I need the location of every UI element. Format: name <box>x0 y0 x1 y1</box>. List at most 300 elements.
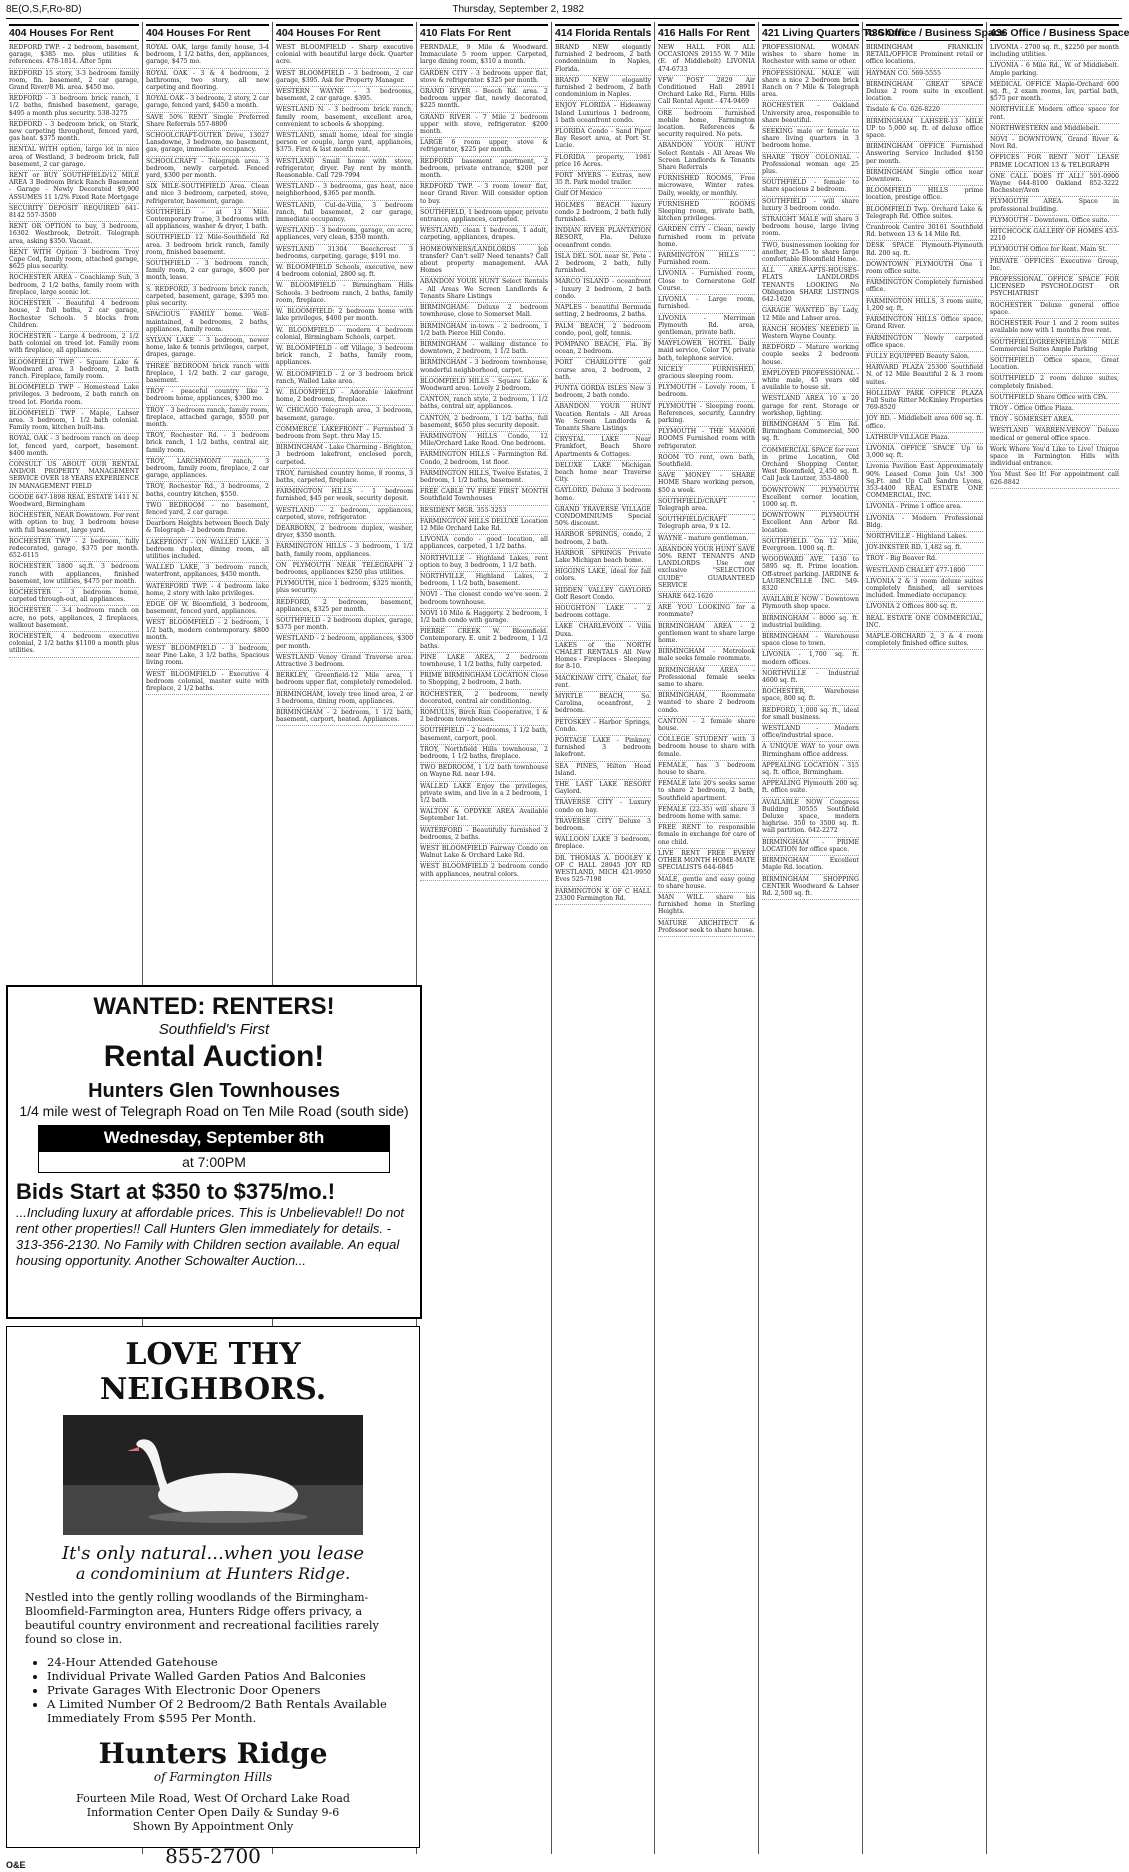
classified-ad: VFW POST 2829 Air Conditioned Hall 28911 Orchard Lake Rd., Farm. Hills Call Rental Agent - 474-9469 <box>658 76 755 109</box>
classified-ad: FARMINGTON HILLS - Furnished room. <box>658 251 755 269</box>
classified-ad: LIVONIA - Furnished room, Close to Cornerstone Golf Course. <box>658 269 755 295</box>
column-3-ads <box>276 43 413 726</box>
classified-ad: SOUTHFIELD, 1 bedroom upper, private entrance, appliances, carpeted. <box>420 208 548 226</box>
classified-ad: AVAILABLE NOW Congress Building 30555 Southfield Deluxe space, modern highrise. 350 to 3500 sq. ft. wall partition. 642-2272 <box>762 798 859 838</box>
classified-ad: BIRMINGHAM Excellent Maple Rd. location. <box>762 856 859 874</box>
classified-ad: DR. THOMAS A. DOOLEY K OF C HALL 28945 JOY RD WESTLAND, MICH 421-9950 Eves 525-7198 <box>555 854 651 887</box>
classified-ad: WEST BLOOMFIELD - 2 bedroom, 1 1/2 bath, modern contemporary. $800 month. <box>146 618 269 644</box>
classified-ad: PROFESSIONAL MALE will share a nice 2 bedroom brick Ranch on 7 Mile & Telegraph area. <box>762 69 859 102</box>
classified-ad: MAPLE-ORCHARD 2, 3 & 4 room completely finished office suites. <box>866 632 983 650</box>
classified-ad: APPEALING Plymouth 200 sq. ft. office suite. <box>762 779 859 797</box>
address-line: Shown By Appointment Only <box>132 1820 294 1833</box>
classified-ad: FARMINGTON Completely furnished office. <box>866 278 983 296</box>
column-9 <box>987 22 1129 1854</box>
classified-ad: BIRMINGHAM - Warehouse space close to town. <box>762 632 859 650</box>
classified-ad: PALM BEACH, 2 bedroom condo, pool, golf, tennis. <box>555 322 651 340</box>
classified-ad: REDFORD - 3 bedroom brick ranch, 1 1/2 baths, finished basement, garage, $495 a month plus security. 538-3275 <box>9 94 139 120</box>
classified-ad: FARMINGTON K OF C HALL 23300 Farmington Rd. <box>555 887 651 905</box>
section-header: 404 Houses For Rent <box>9 24 139 41</box>
classified-ad: FEMALE (22-35) will share 3 bedroom home with same. <box>658 805 755 823</box>
section-header: 414 Florida Rentals <box>555 24 651 41</box>
classified-ad: REDFORD 15 story, 3-3 bedroom family room, fin. basement, 2 car garage, Grand River/8 Mi. area. $450 mo. <box>9 69 139 95</box>
classified-ad: REDFORD basement apartment, 2 bedroom, private entrance, $200 per month. <box>420 157 548 183</box>
column-5-ads <box>555 43 651 905</box>
classified-ad: SOUTHFIELD/GREENFIELD/8 MILE Commercial Suites Ample Parking <box>990 338 1119 356</box>
classified-ad: TWO BEDROOM, 1 1/2 bath townhouse on Wayne Rd. near I-94. <box>420 763 548 781</box>
section-header: 421 Living Quarters To Share <box>762 24 859 41</box>
classified-ad: ROCHESTER, 2 bedroom, newly decorated, central air conditioning. <box>420 690 548 708</box>
classified-ad: ROCHESTER Four 1 and 2 room suites available now with 1 months free rent. <box>990 319 1119 337</box>
classified-ad: REDFORD TWP. - 2 bedroom, basement, garage, $385 mo. plus utilities & references. 478-1814. After 5pm <box>9 43 139 69</box>
classified-ad: HOLLIDAY PARK OFFICE PLAZA Full Suite Ritter McKinley Properties 769-8520 <box>866 389 983 415</box>
classified-ad: ONE CALL DOES IT ALL! 591-0900 Wayne 644-8100 Oakland 852-3222 Rochester/Avon <box>990 172 1119 198</box>
auction-time: at 7:00PM <box>38 1151 390 1173</box>
auction-title: Rental Auction! <box>103 1040 325 1073</box>
classified-ad: W. BLOOMFIELD - Adorable lakefront home, 2 bedrooms, fireplace. <box>276 388 413 406</box>
classified-ad: MEDICAL OFFICE Maple-Orchard 600 sq. ft., 2 exam rooms, lav, partial bath, $575 per month. <box>990 80 1119 106</box>
classified-ad: BIRMINGHAM - Lake Charming - Brighton, 3 bedroom lakefront, enclosed porch, carpeted. <box>276 443 413 469</box>
classified-ad: FARMINGTON HILLS Office space, Grand River. <box>866 315 983 333</box>
classified-ad: ROCHESTER Deluxe general office space. <box>990 301 1119 319</box>
classified-ad: LIVONIA - 6 Mile Rd., W. of Middlebelt. Ample parking. <box>990 61 1119 79</box>
classified-ad: NICELY FURNISHED, gracious sleeping room. <box>658 365 755 383</box>
classified-ad: ABANDON YOUR HUNT Vacation Rentals - All Areas We Screen Landlords & Tenants Share Listings <box>555 402 651 435</box>
address-line: Information Center Open Daily & Sunday 9-6 <box>86 1806 340 1819</box>
classified-ad: FERNDALE, 9 Mile & Woodward. Immaculate 5 room upper. Carpeted, large dining room, $310 a month. <box>420 43 548 69</box>
classified-ad: SOUTHFIELD/CRAFT - Telegraph area, 9 x 12. <box>658 515 755 533</box>
classified-ad: WAYNE - mature gentleman. <box>658 534 755 545</box>
classified-ad: BLOOMFIELD Twp. Orchard Lake & Telegraph Rd. Office suites. <box>866 205 983 223</box>
classified-ad: REDFORD - Mature working couple seeks 2 bedroom house. <box>762 343 859 369</box>
classified-ad: SOUTHFIELD - 3 bedroom ranch, family room, 2 car garage, $600 per month, lease. <box>146 259 269 285</box>
classified-ad: ROCHESTER 1800 sq.ft. 3 bedroom ranch with appliances, finished basement, low utilities, $475 per month. <box>9 562 139 588</box>
swan-illustration-icon <box>63 1415 363 1535</box>
classified-ad: PORTAGE LAKE - Pinkney, furnished 3 bedroom lakefront. <box>555 736 651 762</box>
classified-ad: LAKES of the NORTH CHALET RENTALS All New Homes - Fireplaces - Sleeping for 8-10. <box>555 641 651 674</box>
classified-ad: SIX MILE-SOUTHFIELD Area. Clean and nice 3 bedroom, carpeted, stove, refrigerator, basement, garage. <box>146 182 269 208</box>
classified-ad: WESTERN WAYNE - 3 bedrooms, basement, 2 car garage. $395. <box>276 87 413 105</box>
classified-ad: BIRMINGHAM AREA - Professional female seeks same to share. <box>658 666 755 692</box>
classified-ad: MAYFLOWER HOTEL Daily maid service, Color TV, private bath, telephone service. <box>658 339 755 365</box>
auction-bids: Bids Start at $350 to $375/mo.! <box>16 1179 336 1204</box>
classified-ad: HARVARD PLAZA 25300 Southfield N. of 12 Mile Beautiful 2 & 3 room suites. <box>866 363 983 389</box>
classified-ad: FARMINGTON HILLS, Twelve Estates, 2 bedroom, 1 1/2 baths, basement. <box>420 469 548 487</box>
classified-ad: MALE, gentle and easy going to share house. <box>658 875 755 893</box>
classified-ad: BIRMINGHAM - PRIME LOCATION for office space. <box>762 838 859 856</box>
classified-ad: SYLVAN LAKE - 3 bedroom, newer home, lake & tennis privileges, carpet, drapes, garage. <box>146 336 269 362</box>
classified-ad: HOMEOWNERS/LANDLORDS Job transfer? Can't sell? Need tenants? Call about property management. AAA Homes <box>420 245 548 278</box>
classified-ad: LIVONIA - Large room, furnished. <box>658 295 755 313</box>
classified-ad: Cranbrook Centre 30161 Southfield Rd. between 13 & 14 Mile Rd. <box>866 223 983 241</box>
classified-ad: SOUTHFIELD - female to share spacious 2 bedroom. <box>762 178 859 196</box>
feature-item: • 24-Hour Attended Gatehouse <box>47 1655 419 1669</box>
classified-ad: FARMINGTON HILLS - Farmington Rd. Condo, 2 bedroom, 1st floor. <box>420 450 548 468</box>
classified-ad: HARBOR SPRINGS Private Lake Michigan beach home. <box>555 549 651 567</box>
classified-ad: WEST BLOOMFIELD 2 bedroom condo with appliances, neutral colors. <box>420 862 548 880</box>
classified-ad: NOVI - DOWNTOWN, Grand River & Novi Rd. <box>990 135 1119 153</box>
feature-item: • Private Garages With Electronic Door Openers <box>47 1683 419 1697</box>
classified-ad: FLORIDA property, 1981 price 16 Acres. <box>555 153 651 171</box>
classified-ad: STRAIGHT MALE will share 3 bedroom house, large living room. <box>762 215 859 241</box>
classified-ad: JOY-INKSTER RD. 1,482 sq. ft. <box>866 543 983 554</box>
classified-ad: SOUTHFIELD Share Office with CPA. <box>990 393 1119 404</box>
classified-ad: MARCO ISLAND - oceanfront - luxury 2 bedroom, 2 bath condo. <box>555 277 651 303</box>
classified-ad: TROY, furnished country home, 8 rooms, 3 baths, carpeted, fireplace. <box>276 469 413 487</box>
classified-ad: BIRMINGHAM: Deluxe 2 bedroom townhouse, close to Somerset Mall. <box>420 303 548 321</box>
auction-location: 1/4 mile west of Telegraph Road on Ten Mile Road (south side) <box>19 1103 409 1119</box>
section-code: 8E(O,S,F,Ro-8D) <box>6 4 82 15</box>
classified-ad: CONSULT US ABOUT OUR RENTAL AND/OR PROPERTY MANAGEMENT SERVICE OVER 18 YEARS EXPERIENCE IN MANAGEMENT FIELD <box>9 460 139 493</box>
classified-ad: BERKLEY, Greenfield-12 Mile area, 1 bedroom upper flat, completely remodeled. <box>276 671 413 689</box>
classified-ad: TWO, businessmen looking for another, 25-45 to share large comfortable Bloomfield Home. <box>762 241 859 267</box>
classified-ad: DESK SPACE Plymouth-Plymouth Rd. 200 sq. ft. <box>866 241 983 259</box>
column-6 <box>655 22 759 1854</box>
classified-ad: SOUTHFIELD 12 Mile-Southfield Rd area. 3 bedroom brick ranch, family room, finished basement. <box>146 233 269 259</box>
classified-ad: EDGE OF W. Bloomfield, 3 bedroom, basement, fenced yard, appliances. <box>146 600 269 618</box>
classified-ad: SCHOOLCRAFT-OUTER Drive, 13027 Lansdowne, 3 bedroom, no basement, gas, garage, immediate occupancy. <box>146 131 269 157</box>
classified-ad: THE LAST LAKE RESORT Gaylord. <box>555 780 651 798</box>
classified-ad: WEST BLOOMFIELD - Executive 4 bedroom colonial, master suite with fireplace, 2 1/2 baths. <box>146 670 269 696</box>
classified-ad: Livonia Pavilion East Approximately 90% Leased Come Join Us! 300 Sq.Ft. and Up Call Sandra Lyons, 353-4400 REAL ESTATE ONE COMMERCIAL, INC. <box>866 462 983 502</box>
classified-ad: BIRMINGHAM - 8000 sq. ft. industrial building. <box>762 614 859 632</box>
classified-ad: BIRMINGHAM AREA - 2 gentlemen want to share large home. <box>658 622 755 648</box>
classified-ad: RENT OR OPTION to buy, 3 bedroom, 16302 Westbrook, Detroit. Telegraph area, asking $350. Vacant. <box>9 222 139 248</box>
classified-ad: RENT WITH Option 3 bedroom Troy Cape Cod, family room, attached garage, $625 plus security. <box>9 248 139 274</box>
feature-item: • Individual Private Walled Garden Patios And Balconies <box>47 1669 419 1683</box>
classified-ad: NEW HALL FOR ALL OCCASIONS 29155 W. 7 Mile (E. of Middlebelt) LIVONIA 474-6733 <box>658 43 755 76</box>
classified-ad: CRYSTAL LAKE Near Frankfort, Beach Shore Apartments & Cottages. <box>555 435 651 461</box>
classified-ad: WESTLAND WARREN-VENOY Deluxe medical or general office space. <box>990 426 1119 444</box>
ad-subhead-2: a condominium at Hunters Ridge. <box>75 1564 351 1583</box>
classified-ad: ON PLYMOUTH NEAR TELEGRAPH 2 bedrooms, appliances $250 plus utilities. <box>276 561 413 579</box>
classified-ad: TROY - 3 bedroom ranch, family room, fireplace, attached garage, $550 per month. <box>146 406 269 432</box>
classified-ad: FORT MYERS - Extras, new 35 ft. Park model trailer. <box>555 171 651 189</box>
classified-ad: WALTON & OPDYKE AREA Available September 1st. <box>420 807 548 825</box>
classified-ad: SHARE TROY COLONIAL - Professional woman age 25 plus. <box>762 153 859 179</box>
column-4-ads <box>420 43 548 881</box>
classified-ad: FARMINGTON HILLS Condo, 12 Mile/Orchard Lake Road. One bedroom. <box>420 432 548 450</box>
auction-headline: WANTED: RENTERS! <box>93 993 335 1020</box>
classified-ad: REDFORD TWP. - 3 room lower flat, near Grand River. Will consider option to buy. <box>420 182 548 208</box>
classified-ad: BLOOMFIELD TWP. - Square Lake & Woodward area. 3 bedroom, 2 bath ranch. Fireplace, family room. <box>9 358 139 384</box>
classified-ad: SOUTHFIELD - at 13 Mile. Contemporary frame, 3 bedrooms with all appliances, washer & dryer, 1 bath. <box>146 208 269 234</box>
classified-ad: WESTLAND N. - 3 bedroom brick ranch, family room, basement, excellent area, convenient to schools & shopping. <box>276 105 413 131</box>
classified-ad: BIRMINGHAM LAHSER-13 MILE UP to 5,000 sq. ft. of deluxe office space. <box>866 117 983 143</box>
classified-ad: GRAND RIVER - Beech Rd. area. 2 bedroom upper flat, newly decorated, $225 month. <box>420 87 548 113</box>
classified-ad: TROY - SOMERSET AREA. <box>990 415 1119 426</box>
classified-ad: Dearborn Heights between Beech Daly & Telegraph - 2 bedroom frame. <box>146 519 269 537</box>
classified-ad: MACKINAW CITY, Chalet, for rent. <box>555 674 651 692</box>
classified-ad: GARDEN CITY - 3 bedroom upper flat, stove & refrigerator. $325 per month. <box>420 69 548 87</box>
column-8 <box>863 22 1006 1854</box>
section-header: 416 Halls For Rent <box>658 24 755 41</box>
column-8-ads <box>866 43 983 650</box>
classified-ad: DELUXE LAKE Michigan beach home near Traverse City. <box>555 461 651 487</box>
classified-ad: SAVE MONEY - SHARE HOME Share working person, $50 a week. <box>658 471 755 497</box>
classified-ad: COLLEGE STUDENT with 3 bedroom house to share with female. <box>658 735 755 761</box>
classified-ad: WESTLAND AREA 10 x 20 garage for rent. Storage or workshop, lighting. <box>762 394 859 420</box>
classified-ad: WEST BLOOMFIELD - 3 bedroom, near Pine Lake, 3 1/2 baths, Spacious living room. <box>146 644 269 670</box>
classified-ad: WESTLAND CHALET 477-1800 <box>866 566 983 577</box>
classified-ad: PETOSKEY - Harbor Springs, Condo. <box>555 718 651 736</box>
classified-ad: WEST BLOOMFIELD Fairway Condo on Walnut Lake & Orchard Lake Rd. <box>420 844 548 862</box>
classified-ad: ABANDON YOUR HUNT SAVE 50% RENT TENANTS AND LANDLORDS Use our exclusive "SELECTION GUIDE" GUARANTEED SERVICE <box>658 545 755 592</box>
classified-ad: ROCHESTER, 4 bedroom executive colonial, 2 1/2 baths $1100 a month plus utilities. <box>9 632 139 658</box>
classified-ad: OFFICES FOR RENT NOT LEASE PRIME LOCATION 13 & TELEGRAPH <box>990 153 1119 171</box>
classified-ad: REDFORD, 1,000 sq. ft., ideal for small business. <box>762 706 859 724</box>
section-header: 410 Flats For Rent <box>420 24 548 41</box>
classified-ad: FARMINGTON HILLS DELUXE Location 12 Mile Orchard Lake Rd. <box>420 517 548 535</box>
classified-ad: TRAVERSE CITY - Luxury condo on bay. <box>555 798 651 816</box>
classified-ad: SOUTHFIELD. On 12 Mile, Evergreen. 1000 sq. ft. <box>762 537 859 555</box>
classified-ad: LAKE CHARLEVOIX - Villa Duxa. <box>555 622 651 640</box>
classified-ad: HOUGHTON LAKE - 2 bedroom cottage. <box>555 604 651 622</box>
classified-ad: LIVE RENT FREE EVERY OTHER MONTH HOME-MATE SPECIALISTS 644-6845 <box>658 849 755 875</box>
classified-ad: INDIAN RIVER PLANTATION RESORT, Fla. Deluxe oceanfront condo. <box>555 226 651 252</box>
classified-ad: BIRMINGHAM Single office near Downtown. <box>866 168 983 186</box>
classified-ad: HIDDEN VALLEY GAYLORD Golf Resort Condo. <box>555 586 651 604</box>
classified-ad: PROFESSIONAL OFFICE SPACE FOR LICENSED PSYCHOLOGIST OR PSYCHIATRIST <box>990 275 1119 301</box>
classified-ad: HARBOR SPRINGS, condo, 2 bedroom, 2 bath. <box>555 530 651 548</box>
classified-ad: NORTHVILLE - Highland Lakes, rent option to buy, 3 bedroom, 1 1/2 bath. <box>420 554 548 572</box>
classified-ad: PLYMOUTH - Downtown. Office suite. <box>990 216 1119 227</box>
classified-ad: SOUTHFIELD 2 room deluxe suites, completely finished. <box>990 374 1119 392</box>
classified-ad: GAYLORD, Deluxe 3 bedroom home. <box>555 486 651 504</box>
classified-ad: LIVONIA - Modern Professional Bldg. <box>866 514 983 532</box>
classified-ad: GOODE 647-1898 REAL ESTATE 1411 N. Woodward, Birmingham <box>9 493 139 511</box>
ad-address <box>7 1792 419 1834</box>
classified-ad: WEST BLOOMFIELD - Sharp executive colonial with beautiful large deck. Quarter acre. <box>276 43 413 69</box>
classified-ad: BIRMINGHAM FRANKLIN RETAIL/OFFICE Prominent retail or office locations. <box>866 43 983 69</box>
classified-ad: MATURE ARCHITECT & Professor seek to share house. <box>658 919 755 937</box>
classified-ad: FEMALE, has 3 bedroom house to share. <box>658 761 755 779</box>
classified-ad: ROCHESTER - Oakland University area, responsible to share beautiful. <box>762 101 859 127</box>
column-7-ads <box>762 43 859 900</box>
classified-ad: LIVONIA - Merriman Plymouth Rd. area, gentleman, private bath. <box>658 314 755 340</box>
classified-ad: PLYMOUTH - Lovely room, 1 bedroom. <box>658 383 755 401</box>
classified-ad: SPACIOUS FAMILY home. Well-maintained, 4 bedrooms, 2 baths, appliances, family room. <box>146 310 269 336</box>
classified-ad: ISLA DEL SOL near St. Pete - 2 bedroom, 2 bath, fully furnished. <box>555 252 651 278</box>
classified-ad: HIGGINS LAKE, ideal for fall colors. <box>555 567 651 585</box>
classified-ad: ROYAL OAK - 3 bedroom, 2 story, 2 car garage, fenced yard, $450 a month. <box>146 94 269 112</box>
brand-name: Hunters Ridge <box>98 1737 328 1770</box>
classified-ad: TRAVERSE CITY Deluxe 3 bedroom. <box>555 817 651 835</box>
classified-ad: WESTLAND - 2 bedroom, appliances, carpeted, stove, refrigerator. <box>276 506 413 524</box>
classified-ad: WOODWARD AVE. 1430 to 5895 sq. ft. Prime location. Off-street parking. JARDINE & LAURENCELLE INC. 549-8320 <box>762 555 859 595</box>
classified-ad: LIVONIA 2 & 3 room deluxe suites completely finished, all services included. Immediate occupancy. <box>866 577 983 603</box>
classified-ad: PLYMOUTH, nice 1 bedroom, $325 month, plus security. <box>276 579 413 597</box>
ad-headline: LOVE THY NEIGHBORS. <box>99 1337 327 1407</box>
classified-ad: DOWNTOWN PLYMOUTH Excellent corner location, 1000 sq. ft. <box>762 486 859 512</box>
classified-ad: FLORIDA Condo - Sand Piper Bay Resort area, at Port St. Lucie. <box>555 127 651 153</box>
classified-ad: BRAND NEW elegantly furnished 2 bedroom, 2 bath condominium in Naples. <box>555 76 651 102</box>
classified-ad: BLOOMFIELD TWP - Maple, Lahser area. 3 bedroom, 1 1/2 bath colonial. Family room, kitchen built-ins. <box>9 409 139 435</box>
classified-ad: RANCH HOMES NEEDED in Western Wayne County. <box>762 325 859 343</box>
classified-ad: PUNTA GORDA ISLES New 3 bedroom, 2 bath condo. <box>555 384 651 402</box>
classified-ad: FARMINGTON HILLS - 3 bedroom, 1 1/2 bath, family room, appliances. <box>276 542 413 560</box>
classified-ad: GRAND RIVER - 7 Mile 2 bedroom upper with stove, refrigerator. $200 month. <box>420 113 548 139</box>
classified-ad: SOUTHFIELD - 2 bedroom duplex, garage, $375 per month. <box>276 616 413 634</box>
classified-ad: WEST BLOOMFIELD - 3 bedroom, 2 car garage, $395. Ask for Property Manager. <box>276 69 413 87</box>
classified-ad: WESTLAND Venoy Grand Traverse area. Attractive 3 bedroom. <box>276 653 413 671</box>
classified-ad: TWO BEDROOM - no basement, fenced yard, 2 car garage. <box>146 501 269 519</box>
auction-property: Hunters Glen Townhouses <box>88 1080 340 1102</box>
classified-ad: Gulf Of Mexico <box>555 189 651 200</box>
classified-ad: WATERFORD - Beautifully furnished 2 bedrooms, 2 baths. <box>420 826 548 844</box>
classified-ad: WESTLAND - 3 bedrooms, gas heat, nice neighborhood, $365 per month. <box>276 182 413 200</box>
classified-ad: WESTLAND, clean 1 bedroom, 1 adult, carpeting, appliances, drapes. <box>420 226 548 244</box>
classified-ad: JOY RD. - Middlebelt area 600 sq. ft. office. <box>866 414 983 432</box>
classified-ad: SOUTHFIELD - will share luxury 3 bedroom condo. <box>762 197 859 215</box>
classified-ad: SAVE 50% RENT Single Preferred Share Referrals 557-8800 <box>146 113 269 131</box>
classified-ad: SECURITY DEPOSIT REQUIRED 641-8142 557-3500 <box>9 204 139 222</box>
classified-ad: HAYMAN CO. 569-5555 <box>866 69 983 80</box>
classified-ad: ROYAL OAK, large family house, 3-4 bedroom, 1 1/2 baths, den, appliances, garage, $475 mo. <box>146 43 269 69</box>
classified-ad: LAKEFRONT - ON WALLED LAKE. 3 bedroom duplex, dining room, all utilities included. <box>146 538 269 564</box>
classified-ad: ENJOY FLORIDA - Hideaway Island Luxurious 1 bedroom, 1 bath oceanfront condo. <box>555 101 651 127</box>
classified-ad: LIVONIA 2 Offices 800 sq. ft. <box>866 602 983 613</box>
classified-ad: You Must See It! For appointment call 626-8842 <box>990 470 1119 488</box>
classified-ad: WESTLAND, small home, ideal for single person or couple, large yard, appliances, $375. First & last month rent. <box>276 131 413 157</box>
column-4 <box>417 22 552 1854</box>
classified-ad: WESTLAND - 3 bedroom, garage, on acre, appliances, very clean, $350 month. <box>276 226 413 244</box>
classified-ad: FEMALE late 20's seeks same to share 2 bedroom, 2 bath, Southfield apartment. <box>658 779 755 805</box>
classified-ad: NORTHVILLE, Highland Lakes, 2 bedroom, 1 1/2 bath, basement. <box>420 572 548 590</box>
classified-ad: W. BLOOMFIELD: 2 bedroom home with lake privileges, $400 per month. <box>276 307 413 325</box>
classified-ad: HITCHCOCK GALLERY OF HOMES 453-2210 <box>990 227 1119 245</box>
classified-ad: NOVI 10 Mile & Haggerty. 2 bedroom, 1 1/2 bath condo with garage. <box>420 609 548 627</box>
classified-ad: GARDEN CITY - Clean, newly furnished room in private home. <box>658 225 755 251</box>
section-header: 436 Office / Business Space <box>990 24 1119 41</box>
classified-ad: Work Where You'd Like to Live! Unique space in Farmington Hills with individual entrance. <box>990 445 1119 471</box>
classified-ad: ROYAL OAK - 3 bedroom ranch on deep lot, fenced yard, carport, basement. $400 month. <box>9 434 139 460</box>
classified-ad: ROCHESTER, Warehouse space, 800 sq. ft. <box>762 687 859 705</box>
classified-ad: PLYMOUTH AREA. Space in professional building. <box>990 197 1119 215</box>
classified-ad: LARGE 6 room upper, stove & refrigerator, $225 per month. <box>420 138 548 156</box>
classified-ad: PIERRE CREEK W. Bloomfield. Contemporary. E. unit 2 bedroom, 1 1/2 baths. <box>420 627 548 653</box>
classified-ad: WESTLAND 31304 Beechcrest 3 bedrooms, carpeting, garage, $191 mo. <box>276 245 413 263</box>
classified-ad: BIRMINGHAM - 2 bedroom, 1 1/2 bath, basement, carport, heated. Appliances. <box>276 708 413 726</box>
classified-ad: COMMERCE LAKEFRONT - Furnished 3 bedroom from Sept. thru May 15. <box>276 425 413 443</box>
classified-ad: RENTAL WITH option, large lot in nice area of Westland, 3 bedroom brick, full basement, 2 car garage. <box>9 145 139 171</box>
classified-ad: TROY - Office Office Plaza. <box>990 404 1119 415</box>
brand-sub: of Farmington Hills <box>153 1770 273 1784</box>
classified-ad: Tisdale & Co. 626-8220 <box>866 105 983 116</box>
column-1-ads <box>9 43 139 658</box>
classified-ad: ROCHESTER - 3-4 bedroom ranch on acre, no pets, appliances, 2 fireplaces, walkout basement. <box>9 606 139 632</box>
classified-ad: WESTLAND - 2 bedroom, appliances, $300 per month. <box>276 634 413 652</box>
classified-ad: SCHOOLCRAFT - Telegraph area. 3 bedroom, newly carpeted. Fenced yard, $300 per month. <box>146 157 269 183</box>
classified-ad: NORTHWESTERN and Middlebelt. <box>990 124 1119 135</box>
classified-ad: W. BLOOMFIELD - 2 or 3 bedroom brick ranch, Walled Lake area. <box>276 370 413 388</box>
classified-ad: ROCHESTER TWP - 2 bedroom, fully redecorated, garage, $375 per month. 652-6115 <box>9 537 139 563</box>
issue-date: Thursday, September 2, 1982 <box>452 4 584 15</box>
classified-ad: BIRMINGHAM, lovely tree lined area, 2 or 3 bedrooms, dining room, appliances. <box>276 690 413 708</box>
masthead <box>6 4 1122 19</box>
classified-ad: BLOOMFIELD HILLS - Square Lake & Woodward area. Lovely 2 bedroom. <box>420 377 548 395</box>
classified-ad: ROCHESTER AREA - Coachlamp Sub, 3 bedroom, 2 1/2 baths, family room with fireplace, large scenic lot. <box>9 273 139 299</box>
classified-ad: DOWNTOWN PLYMOUTH Excellent Ann Arbor Rd. location. <box>762 511 859 537</box>
classified-ad: PLYMOUTH - Sleeping room. References, security, Laundry parking. <box>658 402 755 428</box>
classified-ad: SEA PINES, Hilton Head Island. <box>555 762 651 780</box>
ad-phone: 855-2700 <box>165 1844 261 1868</box>
classified-ad: REDFORD - 3 bedroom brick, on Stark, new carpeting throughout, fenced yard, gas heat. $375 month. <box>9 120 139 146</box>
classified-ad: ROCHESTER - Large 4 bedroom, 2 1/2 bath colonial on treed lot. Family room with fireplace, all appliances. <box>9 332 139 358</box>
page-footer: O&E <box>6 1860 26 1870</box>
classified-ad: TROY, LARCHMONT ranch, 3 bedroom, family room, fireplace, 2 car garage, appliances. <box>146 457 269 483</box>
classified-ad: PROFESSIONAL WOMAN wishes to share home in Rochester with same or other. <box>762 43 859 69</box>
classified-ad: NORTHVILLE - Industrial 4600 sq. ft. <box>762 669 859 687</box>
column-6-ads <box>658 43 755 937</box>
classified-ad: ROMULUS, Birch Run Cooperative, 1 & 2 bedroom townhouses. <box>420 708 548 726</box>
classified-ad: ROYAL OAK - 3 & 4 bedroom, 2 bathrooms, two story, all new carpeting and flooring. <box>146 69 269 95</box>
classified-ad: FREE CABLE TV FREE FIRST MONTH Southfield Townhouses <box>420 487 548 505</box>
classified-ad: ARE YOU LOOKING for a roommate? <box>658 603 755 621</box>
column-5 <box>552 22 655 1854</box>
classified-ad: WATERFORD TWP. - 4 bedroom lake home, 2 story with lake privileges. <box>146 582 269 600</box>
classified-ad: A UNIQUE WAY to your own Birmingham office address. <box>762 742 859 760</box>
classified-ad: W. BLOOMFIELD Schools, executive, new 4 bedroom colonial, 2800 sq. ft. <box>276 263 413 281</box>
classified-ad: TROY, Northfield Hills townhouse, 2 bedroom, 1 1/2 baths, fireplace. <box>420 745 548 763</box>
classified-ad: ROOM TO rent, own bath, Southfield. <box>658 453 755 471</box>
section-header: 404 Houses For Rent <box>146 24 269 41</box>
classified-ad: TROY - peaceful country like 2 bedroom home, appliances, $300 mo. <box>146 387 269 405</box>
classified-ad: CANTON, 2 bedroom, 1 1/2 baths, full basement, $650 plus security deposit. <box>420 414 548 432</box>
classified-ad: GARAGE WANTED By Lady, 12 Mile and Lahser area. <box>762 306 859 324</box>
column-9-ads <box>990 43 1119 489</box>
classified-ad: ABANDON YOUR HUNT Select Rentals - All Areas We Screen Landlords & Tenants Share Referrals <box>658 141 755 174</box>
column-2-ads <box>146 43 269 695</box>
classified-ad: BIRMINGHAM, Roommate wanted to share 2 bedroom condo. <box>658 691 755 717</box>
classified-ad: BIRMINGHAM - Metrolook male seeks female roommate. <box>658 647 755 665</box>
classified-ad: BIRMINGHAM 5 Elm Rd. Birmingham Commercial, 500 sq. ft. <box>762 420 859 446</box>
classified-ad: ALL AREA-APTS-HOUSES-FLATS LANDLORDS TENANTS LOOKING No Obligation SHARE LISTINGS 642-1620 <box>762 266 859 306</box>
classified-ad: POMPANO BEACH, Fla. By ocean, 2 bedroom. <box>555 340 651 358</box>
classified-ad: COMMERCIAL SPACE for rent in prime Location, Old Orchard Shopping Center, West Bloomfield, 2,450 sq. ft. Call Jack Lautzer, 353-4800 <box>762 446 859 486</box>
classified-ad: ROCHESTER, NEAR Downtown. For rent with option to buy, 3 bedroom house with full basement, large yard. <box>9 511 139 537</box>
classified-ad: WALLED LAKE, 3 bedroom ranch, waterfront, appliances, $450 month. <box>146 563 269 581</box>
classified-ad: W. BLOOMFIELD - Birmingham Hills Schools. 3 bedroom ranch, 2 baths, family room, fireplace. <box>276 281 413 307</box>
auction-date: Wednesday, September 8th <box>38 1125 390 1151</box>
classified-ad: DEARBORN, 2 bedroom duplex, washer, dryer, $350 month. <box>276 524 413 542</box>
classified-ad: SHARE 642-1620 <box>658 592 755 603</box>
classified-ad: FARMINGTON Newly carpeted office space. <box>866 334 983 352</box>
classified-ad: RENT or BUY SOUTHFIELD/12 MILE AREA 3 Bedroom Brick Ranch Basement - Garage - Newly Decorated $9,900 ASSUMES 11 1/2% Fixed Rate Mortgage <box>9 171 139 204</box>
classified-ad: MYRTLE BEACH, So. Carolina, oceanfront, 2 bedroom. <box>555 692 651 718</box>
classified-ad: GRAND TRAVERSE VILLAGE CONDOMINIUMS Special 50% discount. <box>555 505 651 531</box>
classified-ad: S. REDFORD, 3 bedroom brick ranch, carpeted, basement, garage, $395 mo. plus security. <box>146 285 269 311</box>
classified-ad: BIRMINGHAM SHOPPING CENTER Woodward & Lahser Rd. 2,500 sq. ft. <box>762 875 859 901</box>
classified-ad: SOUTHFIELD Office space, Great Location. <box>990 356 1119 374</box>
ad-subhead-1: It's only natural...when you lease <box>61 1543 365 1564</box>
classified-ad: W. CHICAGO Telegraph area, 3 bedroom, basement, garage. <box>276 406 413 424</box>
classified-ad: PRIVATE OFFICES Executive Group, Inc. <box>990 257 1119 275</box>
classified-ad: SOUTHFIELD/CRAFT - Telegraph area. <box>658 497 755 515</box>
classified-ad: FURNISHED ROOMS, Free microwave, Winter rates. Daily, weekly, or monthly. <box>658 174 755 200</box>
classified-ad: PINE LAKE AREA, 2 bedroom townhouse, 1 1/2 baths, fully carpeted. <box>420 653 548 671</box>
classified-ad: FARMINGTON HILLS - 1 bedroom furnished, $45 per week, security deposit. <box>276 487 413 505</box>
classified-ad: WESTLAND, Cul-de-Villa, 3 bedroom ranch, full basement, 2 car garage, immediate occupancy. <box>276 201 413 227</box>
classified-ad: ORE bedroom furnished mobile home, Farmington location. References & security required. No pets. <box>658 109 755 142</box>
classified-ad: AVAILABLE NOW - Downtown Plymouth shop space. <box>762 595 859 613</box>
classified-ad: HOLMES BEACH luxury condo 2 bedroom, 2 bath fully furnished. <box>555 201 651 227</box>
classified-ad: BIRMINGHAM OFFICE Furnished Answering Service Included $150 per month. <box>866 142 983 168</box>
classified-ad: NORTHVILLE Modern office space for rent. <box>990 105 1119 123</box>
classified-ad: SEEKING male or female to share living quarters in 3 bedroom home. <box>762 127 859 153</box>
classified-ad: TROY, Rochester Rd. - 3 bedroom brick ranch, 1 1/2 baths, central air, family room. <box>146 431 269 457</box>
classified-ad: ROCHESTER - Beautiful 4 bedroom house, 2 full baths, 2 car garage, Rochester Schools. 5 blocks from Children. <box>9 299 139 332</box>
classified-ad: NAPLES - beautiful Bermuda setting, 2 bedrooms, 2 baths. <box>555 303 651 321</box>
